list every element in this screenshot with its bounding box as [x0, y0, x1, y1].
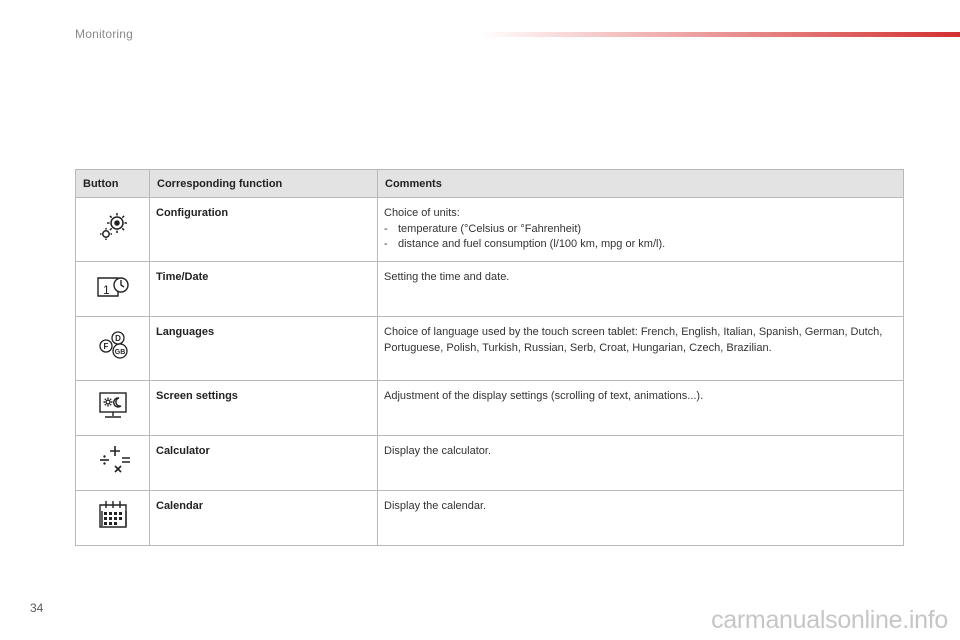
functions-table — [75, 169, 904, 546]
section-title: Monitoring — [75, 27, 134, 41]
function-name: Calculator — [150, 436, 378, 491]
header-accent-bar — [480, 32, 960, 37]
table-row-calculator — [76, 436, 904, 491]
table-row-languages — [76, 317, 904, 381]
configuration-gears-icon — [93, 209, 133, 245]
function-name: Configuration — [150, 198, 378, 262]
function-name: Calendar — [150, 491, 378, 546]
time-date-clock-icon — [93, 268, 133, 304]
icon-cell — [76, 262, 150, 317]
icon-cell — [76, 436, 150, 491]
bullet-text: distance and fuel consumption (l/100 km, mpg or km/l). — [398, 238, 666, 250]
icon-cell — [76, 491, 150, 546]
column-header-function: Corresponding function — [150, 170, 378, 198]
icon-cell — [76, 317, 150, 381]
comment-text: Choice of language used by the touch screen tablet: French, English, Italian, Spanish, German, Dutch, Portuguese, Polish, Turkish, Russian, Serb, Croat, Hungarian, Czech, Brazilian. — [378, 317, 904, 381]
icon-cell — [76, 198, 150, 262]
bullet-item — [384, 222, 897, 238]
comment-intro: Choice of units: — [384, 207, 460, 219]
page-number: 34 — [30, 601, 44, 615]
bullet-marker: - — [384, 238, 388, 250]
bullet-text: temperature (°Celsius or °Fahrenheit) — [398, 222, 582, 235]
function-name: Time/Date — [150, 262, 378, 317]
screen-settings-icon — [93, 387, 133, 423]
language-label-d: D — [114, 333, 121, 343]
calendar-icon — [93, 497, 133, 533]
table-row-time-date — [76, 262, 904, 317]
language-label-f: F — [103, 341, 108, 351]
language-label-gb: GB — [114, 348, 125, 356]
time-icon-digit: 1 — [102, 283, 110, 298]
column-header-comments: Comments — [378, 170, 904, 198]
comment-text — [378, 198, 904, 262]
function-name: Languages — [150, 317, 378, 381]
comment-text: Setting the time and date. — [378, 262, 904, 317]
icon-cell — [76, 381, 150, 436]
table-row-calendar — [76, 491, 904, 546]
languages-icon — [93, 328, 133, 364]
comment-text: Adjustment of the display settings (scrolling of text, animations...). — [378, 381, 904, 436]
bullet-marker: - — [384, 222, 388, 235]
column-header-button: Button — [76, 170, 150, 198]
table-row-screen-settings — [76, 381, 904, 436]
bullet-item — [384, 237, 897, 253]
table-row-configuration — [76, 198, 904, 262]
watermark: carmanualsonline.info — [711, 606, 948, 634]
comment-text: Display the calendar. — [378, 491, 904, 546]
comment-text: Display the calculator. — [378, 436, 904, 491]
calculator-icon — [93, 442, 133, 478]
function-name: Screen settings — [150, 381, 378, 436]
table-header-row — [76, 170, 904, 198]
